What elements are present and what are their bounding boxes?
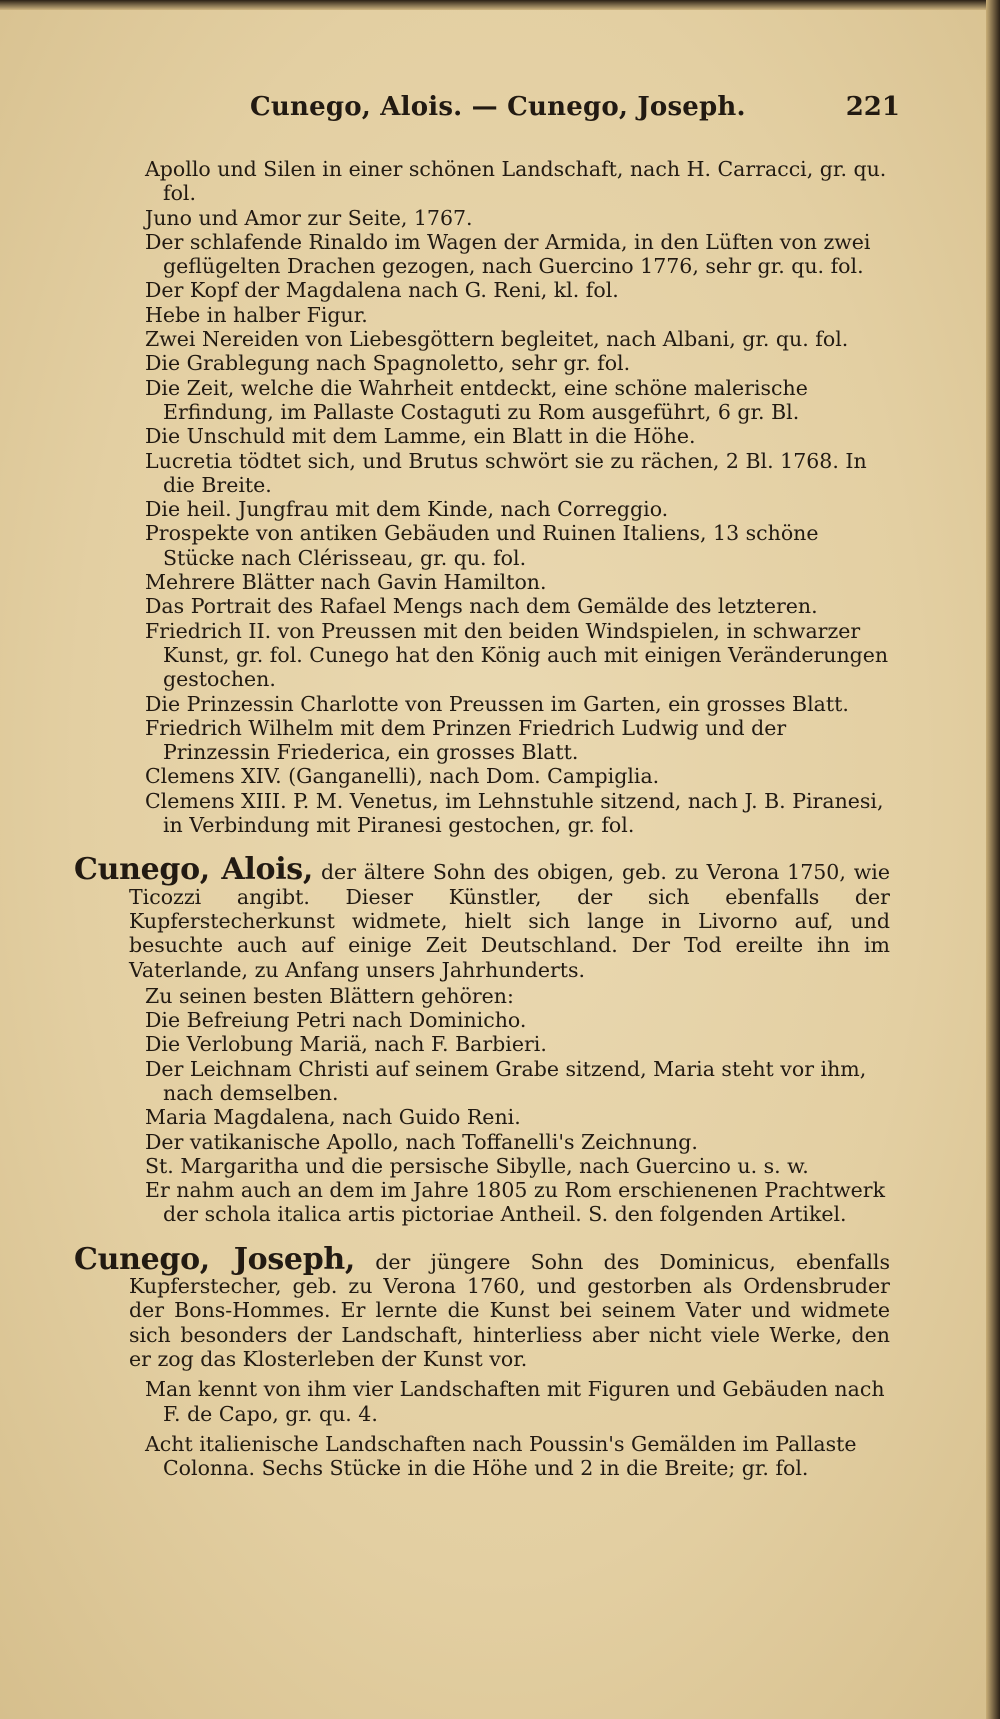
works-list-dominicus [145,157,890,837]
list-item: Maria Magdalena, nach Guido Reni. [145,1105,521,1130]
running-head: Cunego, Alois. — Cunego, Joseph. [250,92,746,122]
list-item: Die Zeit, welche die Wahrheit entdeckt, eine schöne malerische Erfindung, im Pallaste Costaguti zu Rom ausgeführt, 6 gr. Bl. [145,375,808,424]
works-list-joseph [145,1377,890,1480]
entry-title-joseph: Cunego, Joseph, [74,1241,356,1277]
list-item: Der Kopf der Magdalena nach G. Reni, kl. fol. [145,278,619,303]
list-item: Die Grablegung nach Spagnoletto, sehr gr. fol. [145,351,631,376]
entry-alois [74,852,890,982]
list-item: Der Leichnam Christi auf seinem Grabe sitzend, Maria steht vor ihm, nach demselben. [145,1056,867,1105]
list-item: Friedrich Wilhelm mit dem Prinzen Friedrich Ludwig und der Prinzessin Friederica, ein grosses Blatt. [145,715,787,765]
list-item: Apollo und Silen in einer schönen Landschaft, nach H. Carracci, gr. qu. fol. [145,157,887,206]
page-header [250,92,900,132]
list-item: Der vatikanische Apollo, nach Toffanelli's Zeichnung. [145,1129,698,1154]
list-item: Die heil. Jungfrau mit dem Kinde, nach Correggio. [145,497,669,522]
entry-text-alois: der ältere Sohn des obigen, geb. zu Verona 1750, wie Ticozzi angibt. Dieser Künstler, der sich ebenfalls der Kupferstecherkunst widmete, hielt sich lange in Livorno auf, und besuchte auch auf einige Zeit Deutschland. Der Tod ereilte ihn im Vaterlande, zu Anfang unsers Jahrhunderts. [129,860,890,982]
list-item: Das Portrait des Rafael Mengs nach dem Gemälde des letzteren. [145,594,818,619]
list-item: St. Margaritha und die persische Sibylle, nach Guercino u. s. w. [145,1153,809,1178]
list-item: Die Befreiung Petri nach Dominicho. [145,1008,527,1033]
list-item: Die Prinzessin Charlotte von Preussen im Garten, ein grosses Blatt. [145,691,849,716]
list-item: Acht italienische Landschaften nach Poussin's Gemälden im Pallaste Colonna. Sechs Stücke in die Höhe und 2 in die Breite; gr. fol. [145,1431,857,1481]
list-item: Prospekte von antiken Gebäuden und Ruinen Italiens, 13 schöne Stücke nach Clérisseau, gr. qu. fol. [145,521,819,570]
list-item: Man kennt von ihm vier Landschaften mit Figuren und Gebäuden nach F. de Capo, gr. qu. 4. [145,1377,885,1426]
list-item: Mehrere Blätter nach Gavin Hamilton. [145,570,547,595]
list-item: Hebe in halber Figur. [145,302,368,327]
list-item: Juno und Amor zur Seite, 1767. [145,205,473,230]
list-item: Lucretia tödtet sich, und Brutus schwört sie zu rächen, 2 Bl. 1768. In die Breite. [145,448,867,497]
entry-joseph [74,1241,890,1371]
list-item: Clemens XIV. (Ganganelli), nach Dom. Campiglia. [145,764,660,789]
page-number: 221 [845,92,900,122]
list-item: Die Unschuld mit dem Lamme, ein Blatt in die Höhe. [145,424,696,449]
entry-text-joseph: der jüngere Sohn des Dominicus, ebenfalls Kupferstecher, geb. zu Verona 1760, und gestorben als Ordensbruder der Bons-Hommes. Er lernte die Kunst bei seinem Vater und widmete sich besonders der Landschaft, hinterliess aber nicht viele Werke, den er zog das Klosterleben der Kunst vor. [129,1249,890,1371]
list-item: Er nahm auch an dem im Jahre 1805 zu Rom erschienenen Prachtwerk der schola italica artis pictoriae Antheil. S. den folgenden Artikel. [145,1178,886,1227]
body-text [74,157,890,1481]
list-item: Clemens XIII. P. M. Venetus, im Lehnstuhle sitzend, nach J. B. Piranesi, in Verbindung mit Piranesi gestochen, gr. fol. [145,788,884,838]
works-list-alois [145,984,890,1227]
list-item: Die Verlobung Mariä, nach F. Barbieri. [145,1032,547,1057]
list-item: Zwei Nereiden von Liebesgöttern begleitet, nach Albani, gr. qu. fol. [145,327,849,352]
list-item: Der schlafende Rinaldo im Wagen der Armida, in den Lüften von zwei geflügelten Drachen gezogen, nach Guercino 1776, sehr gr. qu. fol. [145,229,871,279]
list-item: Friedrich II. von Preussen mit den beiden Windspielen, in schwarzer Kunst, gr. fol. Cunego hat den König auch mit einigen Veränderungen gestochen. [145,618,889,692]
list-intro: Zu seinen besten Blättern gehören: [145,983,514,1008]
entry-title-alois: Cunego, Alois, [74,852,314,888]
